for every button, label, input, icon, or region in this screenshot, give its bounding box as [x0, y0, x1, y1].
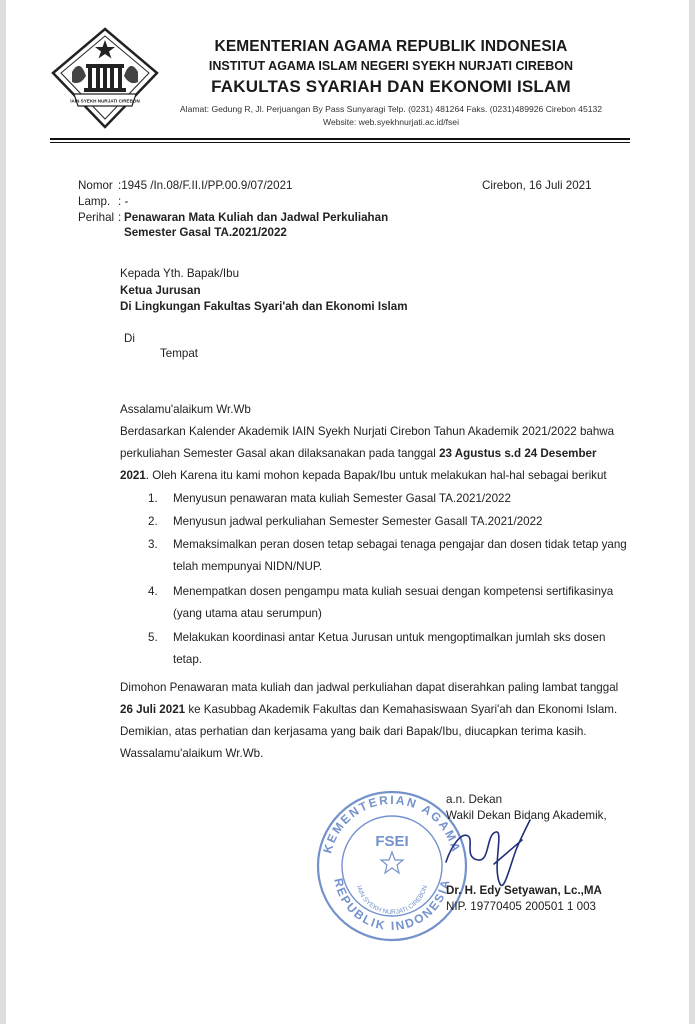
place-date: Cirebon, 16 Juli 2021: [482, 179, 592, 192]
signature-nip: NIP. 19770405 200501 1 003: [446, 900, 596, 913]
nomor-value: :1945 /In.08/F.II.I/PP.00.9/07/2021: [118, 179, 293, 192]
header-institute: INSTITUT AGAMA ISLAM NEGERI SYEKH NURJATI CIREBON: [208, 59, 574, 73]
recipient-di: Di: [124, 332, 135, 345]
lamp-label: Lamp.: [78, 195, 111, 208]
paragraph1-line1: Berdasarkan Kalender Akademik IAIN Syekh Nurjati Cirebon Tahun Akademik 2021/2022 bahwa: [120, 425, 615, 438]
perihal-colon: :: [118, 211, 122, 224]
paragraph1-line2: perkuliahan Semester Gasal akan dilaksanakan pada tanggal 23 Agustus s.d 24 Desember: [120, 447, 597, 460]
signature-an: a.n. Dekan: [446, 793, 503, 806]
nomor-label: Nomor: [78, 179, 113, 192]
header-faculty: FAKULTAS SYARIAH DAN EKONOMI ISLAM: [211, 77, 571, 96]
svg-text:FSEI: FSEI: [375, 833, 409, 850]
header-website: Website: web.syekhnurjati.ac.id/fsei: [323, 117, 459, 127]
lamp-value: : -: [118, 195, 129, 208]
letter-page: IAIN SYEKH NURJATI CIREBON KEMENTERIAN AGAMA REPUBLIK INDONESIA INSTITUT AGAMA ISLAM NEGERI SYEKH NURJATI CIREBON FAKULTAS SYARIAH DAN EKONOMI ISLAM Alamat: Gedung R, Jl. Perjuangan By Pass Sunyaragi Telp. (0231) 481264 Faks. (0231)489926 Cirebon 45132 Website: web.syekhnurjati.ac.id/fsei Nomor :1945 /In.08/F.II.I/PP.00.9/07/2021 Cirebon, 16 Juli 2021 Lamp. : - Perihal : Penawaran Mata Kuliah dan Jadwal Perkuliahan Semester Gasal TA.2021/2022 Kepada Yth. Bapak/Ibu Ketua Jurusan Di Lingkungan Fakultas Syari'ah dan Ekonomi Islam Di Tempat Assalamu'alaikum Wr.Wb Berdasarkan Kalender Akademik IAIN Syekh Nurjati Cirebon Tahun Akademik 2021/2022 bahwa perkuliahan Semester Gasal akan dilaksanakan pada tanggal 23 Agustus s.d 24 Desember 2021. Oleh Karena itu kami mohon kepada Bapak/Ibu untuk melakukan hal-hal sebagai berikut 1. Menyusun penawaran mata kuliah Semester Gasal TA.2021/2022 2. Menyusun jadwal perkuliahan Semester Semester Gasall TA.2021/2022 3. Memaksimalkan peran dosen tetap sebagai tenaga pengajar dan dosen tidak tetap yang telah mempunyai NIDN/NUP. 4. Menempatkan dosen pengampu mata kuliah sesuai dengan kompetensi sertifikasinya (yang utama atau serumpun) 5. Melakukan koordinasi antar Ketua Jurusan untuk mengoptimalkan jumlah sks dosen tetap. Dimohon Penawaran mata kuliah dan jadwal perkuliahan dapat diserahkan paling lambat tanggal 26 Juli 2021 ke Kasubbag Akademik Fakultas dan Kemahasiswaan Syari'ah dan Ekonomi Islam. Demikian, atas perhatian dan kerjasama yang baik dari Bapak/Ibu, diucapkan terima kasih. Wassalamu'alaikum Wr.Wb. KEMENTERIAN AGAMA REPUBLIK INDONESIA IAIN SYEKH NURJATI CIREBON FSEI a.n. Dekan Wakil Dekan Bidang Akademik, Dr. H. Edy Setyawan, Lc.,MA NIP. 19770405 200501 1 003: [6, 0, 689, 1024]
paragraph2-line1: Dimohon Penawaran mata kuliah dan jadwal perkuliahan dapat diserahkan paling lambat tanggal: [120, 681, 619, 694]
date-range: 23 Agustus s.d 24 Desember: [439, 447, 597, 460]
header-address: Alamat: Gedung R, Jl. Perjuangan By Pass Sunyaragi Telp. (0231) 481264 Faks. (0231)489926 Cirebon 45132: [179, 104, 603, 114]
svg-text:REPUBLIK INDONESIA: REPUBLIK INDONESIA: [331, 876, 453, 934]
recipient-line3: Di Lingkungan Fakultas Syari'ah dan Ekonomi Islam: [120, 300, 408, 313]
perihal-line1: Penawaran Mata Kuliah dan Jadwal Perkuliahan: [124, 211, 389, 224]
recipient-line2: Ketua Jurusan: [120, 284, 201, 297]
recipient-tempat: Tempat: [160, 347, 199, 360]
perihal-label: Perihal: [78, 211, 115, 224]
perihal-line2: Semester Gasal TA.2021/2022: [124, 226, 287, 239]
svg-text:IAIN SYEKH NURJATI CIREBON: IAIN SYEKH NURJATI CIREBON: [70, 98, 140, 104]
signature-name: Dr. H. Edy Setyawan, Lc.,MA: [446, 884, 602, 897]
header-rule-thick: [50, 138, 630, 140]
svg-text:KEMENTERIAN AGAMA: KEMENTERIAN AGAMA: [320, 792, 464, 855]
closing: Wassalamu'alaikum Wr.Wb.: [120, 747, 264, 760]
header-ministry: KEMENTERIAN AGAMA REPUBLIK INDONESIA: [214, 38, 568, 55]
signature-role: Wakil Dekan Bidang Akademik,: [446, 809, 607, 822]
paragraph1-line3: 2021. Oleh Karena itu kami mohon kepada Bapak/Ibu untuk melakukan hal-hal sebagai berikut: [120, 469, 607, 482]
salam: Assalamu'alaikum Wr.Wb: [120, 403, 251, 416]
recipient-line1: Kepada Yth. Bapak/Ibu: [120, 267, 240, 280]
svg-text:IAIN SYEKH NURJATI CIREBON: IAIN SYEKH NURJATI CIREBON: [354, 884, 430, 917]
header-rule-thin: [50, 142, 630, 143]
paragraph3: Demikian, atas perhatian dan kerjasama yang baik dari Bapak/Ibu, diucapkan terima kasih.: [120, 725, 587, 738]
paragraph2-line2: 26 Juli 2021 ke Kasubbag Akademik Fakultas dan Kemahasiswaan Syari'ah dan Ekonomi Islam.: [120, 703, 618, 716]
